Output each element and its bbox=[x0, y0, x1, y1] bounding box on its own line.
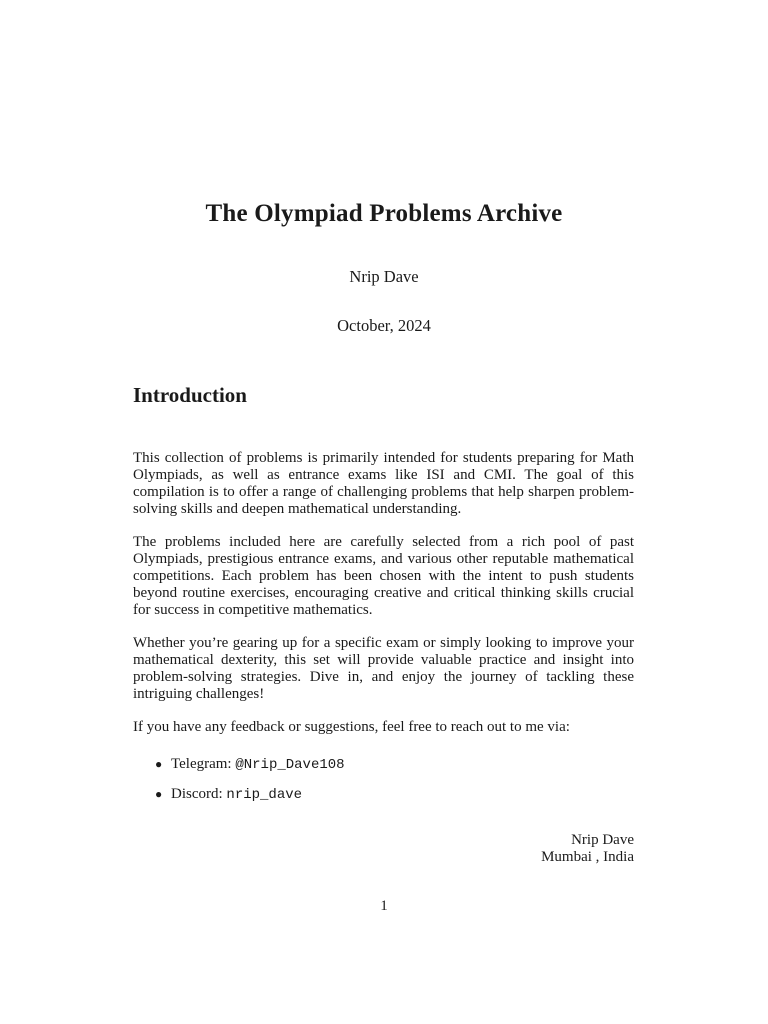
bullet-icon: ● bbox=[155, 757, 163, 771]
signature-block bbox=[541, 832, 634, 866]
contact-list bbox=[133, 756, 634, 804]
signature-location: Mumbai , India bbox=[541, 849, 634, 865]
introduction-paragraph: Whether you’re gearing up for a specific exam or simply looking to improve your mathematical dexterity, this set will provide valuable practice and insight into problem-solving strategies. Dive in, and enjoy the journey of tackling these intriguing challenges! bbox=[133, 635, 634, 702]
contact-label: Discord: bbox=[171, 786, 223, 802]
introduction-paragraph: The problems included here are carefully selected from a rich pool of past Olympiads, prestigious entrance exams, and various other reputable mathematical competitions. Each problem has been chosen with the intent to push students beyond routine exercises, encouraging creative and critical thinking skills crucial for success in competitive mathematics. bbox=[133, 534, 634, 618]
document-date: October, 2024 bbox=[337, 316, 431, 335]
contact-intro: If you have any feedback or suggestions, feel free to reach out to me via: bbox=[133, 719, 570, 735]
section-heading-introduction: Introduction bbox=[133, 383, 247, 407]
signature-name: Nrip Dave bbox=[571, 832, 634, 848]
contact-item-telegram bbox=[155, 756, 634, 774]
contact-item-discord bbox=[155, 786, 634, 804]
bullet-icon: ● bbox=[155, 787, 163, 801]
document-title: The Olympiad Problems Archive bbox=[205, 200, 563, 227]
document-author: Nrip Dave bbox=[349, 267, 419, 286]
contact-label: Telegram: bbox=[171, 756, 232, 772]
introduction-body bbox=[133, 450, 634, 816]
introduction-paragraph: This collection of problems is primarily intended for students preparing for Math Olympiads, as well as entrance exams like ISI and CMI. The goal of this compilation is to offer a range of challenging problems that help sharpen problem-solving skills and deepen mathematical understanding. bbox=[133, 450, 634, 517]
discord-handle[interactable]: nrip_dave bbox=[226, 787, 303, 803]
telegram-handle[interactable]: @Nrip_Dave108 bbox=[235, 757, 345, 773]
page-number: 1 bbox=[380, 898, 388, 914]
